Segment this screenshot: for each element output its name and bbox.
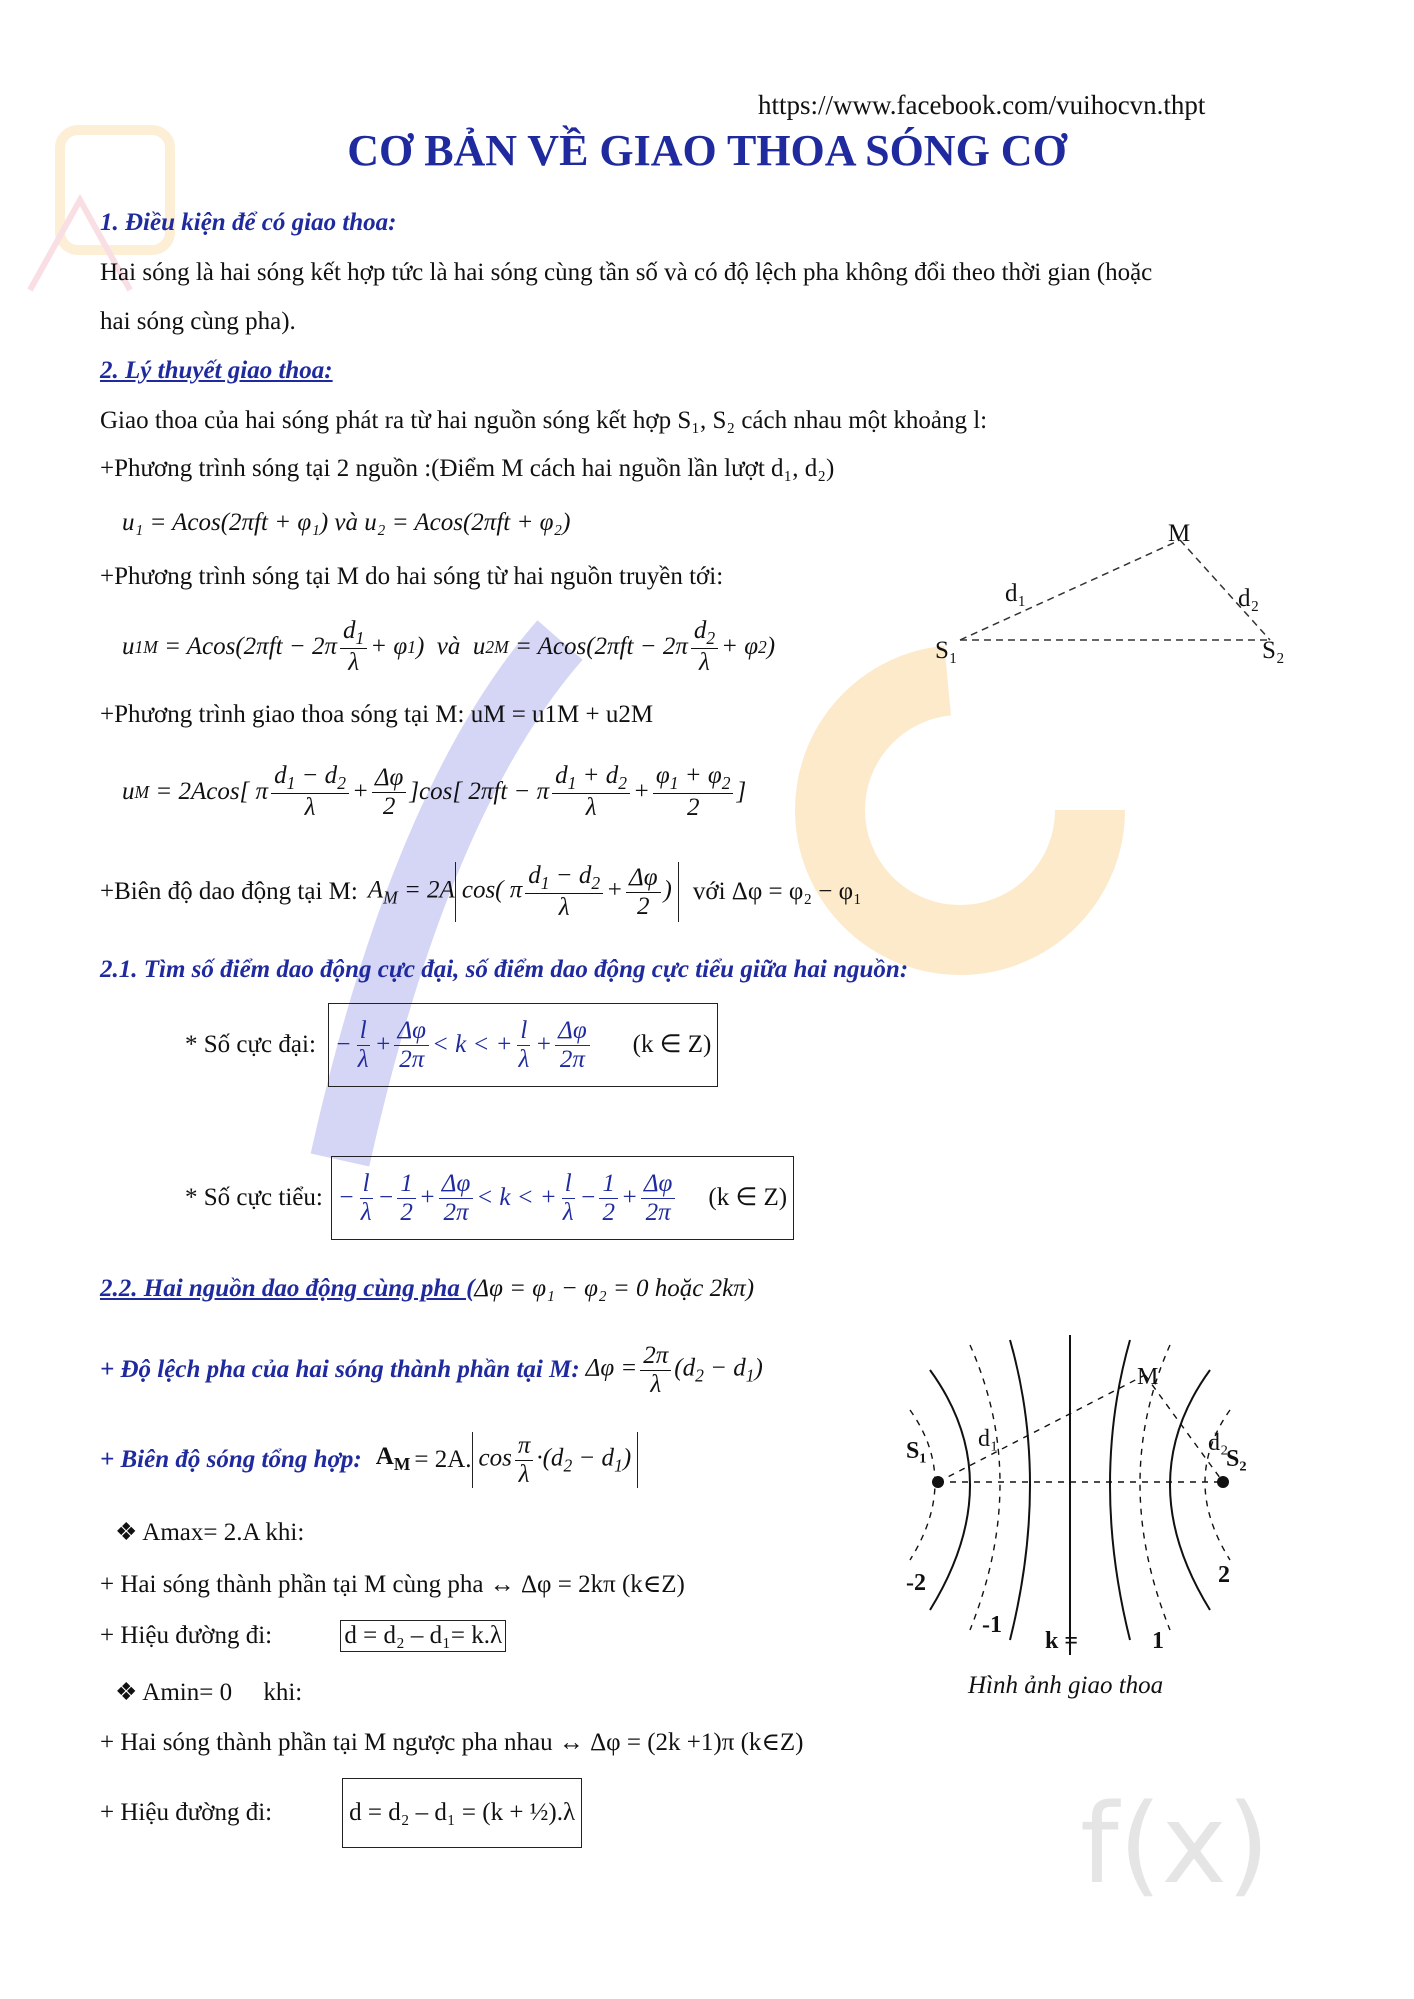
amp22-row: + Biên độ sóng tổng hợp: $A_M$ = 2A. cos $\frac{\pi}{\lambda}$ $\cdot(d_2 - d_1)$ <box>100 1420 638 1500</box>
sec22-heading-row <box>100 1274 754 1304</box>
eq-interf: u M = 2Acos[ π $\frac{d_1 - d_2}{\lambda}$ + $\frac{\Delta\varphi}{2}$ ]cos[ 2πft − π $\frac{d_1 + d_2}{\lambda}$ + $\frac{\varphi_1 + \varphi_2}{2}$ ] <box>122 762 747 822</box>
diagram2-km2: -2 <box>906 1570 926 1596</box>
sec2-heading: 2. Lý thuyết giao thoa: <box>100 357 333 384</box>
max-label: * Số cực đại: <box>185 1031 316 1058</box>
sec21-heading: 2.1. Tìm số điểm dao động cực đại, số điểm dao động cực tiểu giữa hai nguồn: <box>100 956 909 983</box>
diagram1-M: M <box>1168 520 1191 547</box>
diagram1-S2: S₂ <box>1262 637 1285 664</box>
min-formula-box: − $\frac{l}{\lambda}$ − $\frac{1}{2}$ + $\frac{\Delta\varphi}{2\pi}$ < k < + $\frac{l}{\lambda}$ − $\frac{1}{2}$ + $\frac{\Delta\varphi}{2\pi}$ (k ∈ Z) <box>331 1156 794 1240</box>
diagram2-km1: -1 <box>982 1612 1002 1638</box>
sec22-heading: 2.2. Hai nguồn dao động cùng pha ( <box>100 1275 475 1302</box>
amp22-label: + Biên độ sóng tổng hợp: <box>100 1446 362 1473</box>
max-row <box>185 1002 718 1088</box>
eq-interf-label: +Phương trình giao thoa sóng tại M: uM = u1M + u2M <box>100 701 654 728</box>
amin-text: Amin= 0 khi: <box>142 1679 303 1706</box>
diagram2-caption: Hình ảnh giao thoa <box>968 1672 1164 1699</box>
sec1-text1: Hai sóng là hai sóng kết hợp tức là hai sóng cùng tần số và có độ lệch pha không đổi theo thời gian (hoặc <box>100 259 1153 286</box>
amp-row: +Biên độ dao động tại M: $A_M = 2A$ cos( π $\frac{d_1 - d_2}{\lambda}$ + $\frac{\Delta\varphi}{2}$ ) với Δφ = φ₂ − φ₁ <box>100 862 862 922</box>
max-formula-box: − $\frac{l}{\lambda}$ + $\frac{\Delta\varphi}{2\pi}$ < k < + $\frac{l}{\lambda}$ + $\frac{\Delta\varphi}{2\pi}$ (k ∈ Z) <box>328 1003 718 1087</box>
diamond-bullet-icon-2: ❖ <box>115 1679 143 1706</box>
diagram2-k0: k = <box>1045 1628 1079 1654</box>
page-title: CƠ BẢN VỀ GIAO THOA SÓNG CƠ <box>347 126 1067 175</box>
diagram2-M: M <box>1137 1364 1159 1390</box>
sec1-heading: 1. Điều kiện để có giao thoa: <box>100 209 397 236</box>
source-url[interactable]: https://www.facebook.com/vuihocvn.thpt <box>758 90 1206 120</box>
diagram2-k1: 1 <box>1152 1628 1164 1654</box>
eq-source: u₁ = Acos(2πft + φ₁) và u₂ = Acos(2πft + φ₂) <box>122 509 571 536</box>
watermark-fx-icon: f(x) <box>1080 1780 1270 1908</box>
diagram1-S1: S₁ <box>935 637 958 664</box>
eq-m-label: +Phương trình sóng tại M do hai sóng từ hai nguồn truyền tới: <box>100 563 724 590</box>
diagram2-d2: d₂ <box>1208 1430 1229 1456</box>
amp-with: với Δφ = φ₂ − φ₁ <box>692 878 862 905</box>
path-min-row <box>100 1776 582 1850</box>
max-kz: (k ∈ Z) <box>632 1031 712 1058</box>
eq-source-label: +Phương trình sóng tại 2 nguồn :(Điểm M cách hai nguồn lần lượt d₁, d₂) <box>100 455 835 482</box>
diagram2-k2: 2 <box>1218 1562 1230 1588</box>
sec22-heading-math: Δφ = φ₁ − φ₂ = 0 hoặc 2kπ) <box>474 1275 755 1302</box>
amp-label: +Biên độ dao động tại M: <box>100 878 358 905</box>
diagram2-S2: S₂ <box>1226 1446 1247 1472</box>
phase-label: + Độ lệch pha của hai sóng thành phần tại M: <box>100 1356 580 1383</box>
diagram2-d1: d₁ <box>978 1426 999 1452</box>
path-min-label: + Hiệu đường đi: <box>100 1799 273 1826</box>
sec1-text2: hai sóng cùng pha). <box>100 308 296 335</box>
amax-cond: + Hai sóng thành phần tại M cùng pha ↔ Δφ = 2kπ (k∈Z) <box>100 1571 685 1598</box>
min-kz: (k ∈ Z) <box>708 1184 788 1211</box>
diagram1-d2: d₂ <box>1238 585 1260 612</box>
amax-row <box>115 1518 304 1548</box>
sec2-intro: Giao thoa của hai sóng phát ra từ hai nguồn sóng kết hợp S₁, S₂ cách nhau một khoảng l: <box>100 407 988 434</box>
min-label: * Số cực tiểu: <box>185 1184 323 1211</box>
path-max-box: d = d₂ – d₁= k.λ <box>340 1620 506 1652</box>
amin-cond: + Hai sóng thành phần tại M ngược pha nhau ↔ Δφ = (2k +1)π (k∈Z) <box>100 1729 804 1756</box>
diagram-interference <box>890 1330 1250 1660</box>
path-max-label: + Hiệu đường đi: <box>100 1622 273 1649</box>
path-min-box: d = d₂ – d₁ = (k + ½).λ <box>342 1778 582 1848</box>
path-max-row <box>100 1620 506 1652</box>
amax-text: Amax= 2.A khi: <box>142 1519 305 1546</box>
diagram2-S1: S₁ <box>906 1438 927 1464</box>
amin-row <box>115 1678 302 1708</box>
min-row <box>185 1155 794 1241</box>
phase-row: + Độ lệch pha của hai sóng thành phần tại M: Δφ = $\frac{2\pi}{\lambda}$ $(d_2 - d_1)$ <box>100 1342 763 1398</box>
diamond-bullet-icon: ❖ <box>115 1519 143 1546</box>
diagram1-d1: d₁ <box>1005 580 1027 607</box>
eq-m: u 1M = Acos(2πft − 2π $\frac{d_1}{\lambda}$ + φ 1 ) và u 2M = Acos(2πft − 2π $\frac{d_2}{\lambda}$ + φ 2 ) <box>122 617 776 677</box>
